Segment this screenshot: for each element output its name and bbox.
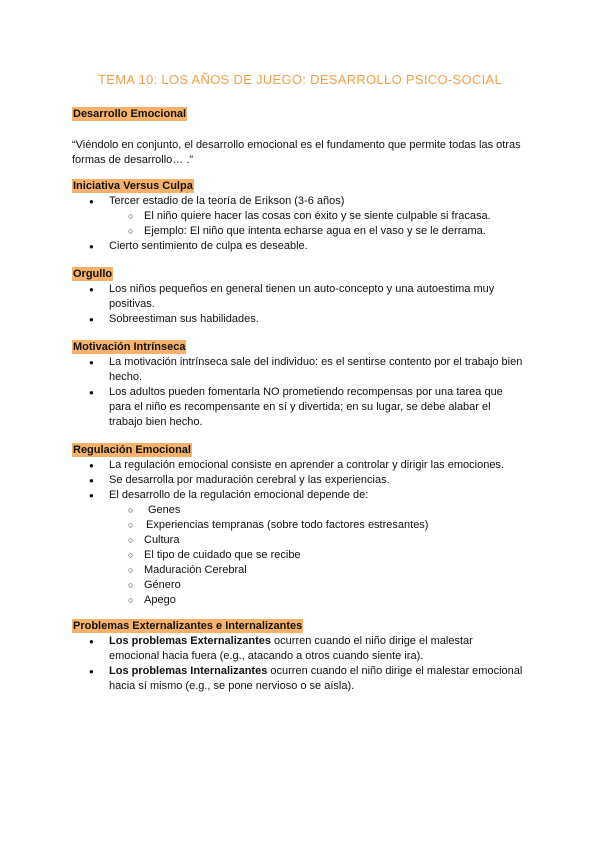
section-heading: Regulación Emocional <box>73 444 191 456</box>
list-item-text: El desarrollo de la regulación emocional depende de: <box>109 489 369 501</box>
list-item: ● Cierto sentimiento de culpa es deseable. <box>72 239 532 254</box>
list-item: ● Los adultos pueden fomentarla NO prometiendo recompensas por una tarea que para el niño es recompensante en sí y divertida; en su lugar, se debe alabar el trabajo bien hecho. <box>72 385 532 430</box>
list-item: ● Los niños pequeños en general tienen un auto-concepto y una autoestima muy positivas. <box>72 282 532 312</box>
sub-list-item: ○ Experiencias tempranas (sobre todo factores estresantes) <box>72 518 532 533</box>
section-iniciativa-versus-culpa <box>72 179 532 254</box>
bullet-list <box>72 634 532 694</box>
list-item <box>72 488 532 608</box>
sub-list-item: ○ Apego <box>72 593 532 608</box>
sub-bullet-list <box>72 209 532 239</box>
sub-list-item: ○ El tipo de cuidado que se recibe <box>72 548 532 563</box>
bullet-list <box>72 194 532 254</box>
list-item: ● La regulación emocional consiste en aprender a controlar y dirigir las emociones. <box>72 458 532 473</box>
section-motivacion-intrinseca <box>72 340 532 430</box>
sub-list-item: ○ Maduración Cerebral <box>72 563 532 578</box>
section-regulacion-emocional <box>72 443 532 608</box>
list-item-text: ocurren cuando el niño dirige el malestar emocional hacia fuera (e.g., atacando a otros cuando siente ira). <box>109 635 473 662</box>
list-item: ● Sobreestiman sus habilidades. <box>72 312 532 327</box>
list-item-text: ocurren cuando el niño dirige el malestar emocional hacia sí mismo (e.g., se pone nervioso o se aísla). <box>109 665 523 692</box>
section-paragraph: “Viéndolo en conjunto, el desarrollo emocional es el fundamento que permite todas las otras formas de desarrollo… .” <box>72 139 521 166</box>
list-item <box>72 664 532 694</box>
section-problemas-externalizantes-internalizantes <box>72 619 532 694</box>
sub-list-item: ○ Ejemplo: El niño que intenta echarse agua en el vaso y se le derrama. <box>72 224 532 239</box>
section-heading: Desarrollo Emocional <box>73 108 187 120</box>
section-heading: Problemas Externalizantes e Internalizantes <box>73 620 303 632</box>
list-item: ● La motivación intrínseca sale del individuo: es el sentirse contento por el trabajo bien hecho. <box>72 355 532 385</box>
section-heading: Motivación Intrínseca <box>73 341 186 353</box>
list-item <box>72 634 532 664</box>
bullet-list <box>72 458 532 608</box>
sub-list-item: ○ Genes <box>72 503 532 518</box>
sub-list-item: ○ El niño quiere hacer las cosas con éxito y se siente culpable si fracasa. <box>72 209 532 224</box>
list-item: ● Se desarrolla por maduración cerebral y las experiencias. <box>72 473 532 488</box>
sub-list-item: ○ Género <box>72 578 532 593</box>
sub-bullet-list <box>72 503 532 608</box>
bullet-list <box>72 355 532 430</box>
list-item-bold-text: Los problemas Externalizantes <box>109 635 271 647</box>
section-heading: Iniciativa Versus Culpa <box>73 180 193 192</box>
section-orgullo <box>72 267 532 327</box>
section-heading: Orgullo <box>73 268 113 280</box>
document-title: TEMA 10: LOS AÑOS DE JUEGO: DESARROLLO PSICO-SOCIAL <box>98 72 502 87</box>
list-item-text: Tercer estadio de la teoría de Erikson (3-6 años) <box>109 195 345 207</box>
list-item <box>72 194 532 239</box>
section-desarrollo-emocional <box>72 107 532 168</box>
list-item-bold-text: Los problemas Internalizantes <box>109 665 268 677</box>
bullet-list <box>72 282 532 327</box>
sub-list-item: ○ Cultura <box>72 533 532 548</box>
